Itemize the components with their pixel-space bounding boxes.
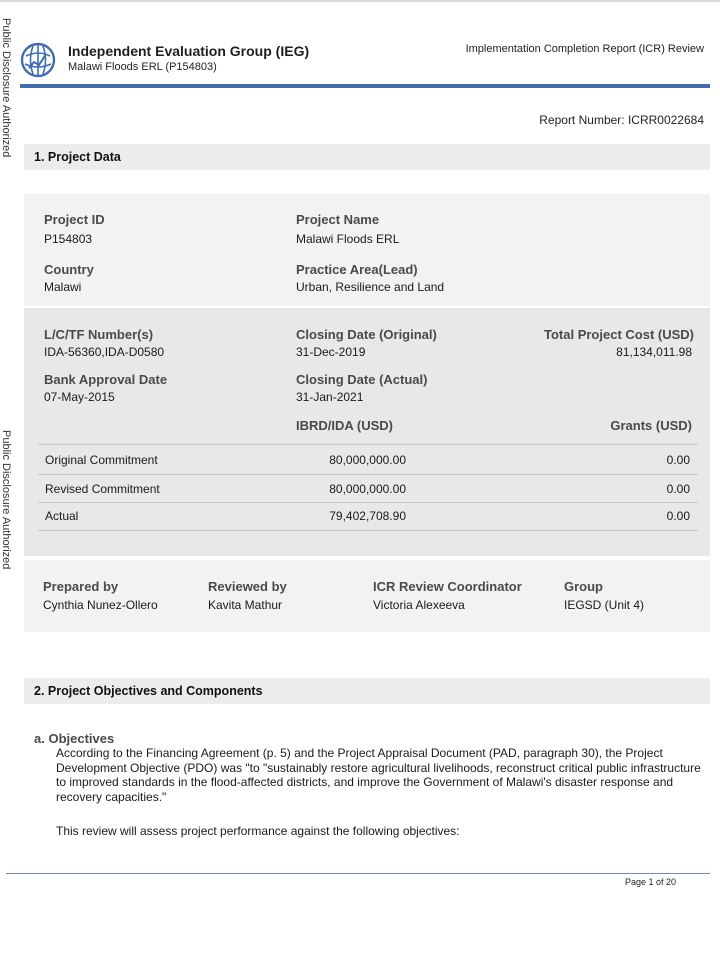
report-number: Report Number: ICRR0022684 [539, 113, 704, 127]
section-1-heading: 1. Project Data [24, 144, 710, 170]
table-row-ibrd: 80,000,000.00 [329, 453, 406, 467]
table-row-ibrd: 79,402,708.90 [329, 509, 406, 523]
ibrd-header: IBRD/IDA (USD) [296, 418, 394, 433]
table-row-label: Actual [45, 509, 79, 523]
closing-original-label: Closing Date (Original) [296, 327, 437, 342]
assessment-text: This review will assess project performance against the following objectives: [56, 824, 460, 838]
table-divider [38, 530, 698, 531]
total-cost-label: Total Project Cost (USD) [544, 327, 694, 342]
reviewed-by-label: Reviewed by [208, 579, 287, 594]
table-divider [38, 444, 698, 445]
group-value: IEGSD (Unit 4) [564, 598, 645, 612]
reviewed-by-value: Kavita Mathur [208, 598, 283, 612]
lctf-value: IDA-56360,IDA-D0580 [44, 345, 165, 359]
table-row-grants: 0.00 [666, 482, 690, 496]
bank-approval-value: 07-May-2015 [44, 390, 115, 404]
review-team-panel [24, 560, 710, 632]
page-number: Page 1 of 20 [624, 877, 676, 887]
closing-original-value: 31-Dec-2019 [296, 345, 366, 359]
country-value: Malawi [44, 280, 82, 294]
closing-actual-value: 31-Jan-2021 [296, 390, 364, 404]
table-row-label: Original Commitment [45, 453, 158, 467]
footer-rule [6, 873, 710, 874]
coordinator-value: Victoria Alexeeva [373, 598, 465, 612]
closing-actual-label: Closing Date (Actual) [296, 372, 428, 387]
world-bank-globe-icon [20, 42, 56, 78]
project-subtitle: Malawi Floods ERL (P154803) [68, 61, 217, 73]
group-label: Group [564, 579, 603, 594]
objectives-label: a. Objectives [34, 731, 115, 746]
project-id-label: Project ID [44, 212, 105, 227]
grants-header: Grants (USD) [610, 418, 692, 433]
practice-area-label: Practice Area(Lead) [296, 262, 418, 277]
table-divider [38, 474, 698, 475]
table-divider [38, 502, 698, 503]
objectives-text: According to the Financing Agreement (p. 5) and the Project Appraisal Document (PAD, paragraph 30), the Project Development Objective (PDO) was "to "sustainably restore agricultural livelihoods, reconstruct critical public infrastructure to improved standards in the flood-affected districts, and improve the Government of Malawi's disaster response and recovery capacities." [56, 746, 701, 804]
bank-approval-label: Bank Approval Date [44, 372, 168, 387]
table-row-grants: 0.00 [666, 453, 690, 467]
coordinator-label: ICR Review Coordinator [373, 579, 522, 594]
document-type: Implementation Completion Report (ICR) Review [465, 43, 704, 55]
table-row-grants: 0.00 [666, 509, 690, 523]
project-name-label: Project Name [296, 212, 380, 227]
prepared-by-value: Cynthia Nunez-Ollero [43, 598, 158, 612]
lctf-label: L/C/TF Number(s) [44, 327, 154, 342]
org-title: Independent Evaluation Group (IEG) [68, 43, 310, 59]
prepared-by-label: Prepared by [43, 579, 119, 594]
project-name-value: Malawi Floods ERL [296, 232, 400, 246]
total-cost-value: 81,134,011.98 [616, 345, 692, 359]
practice-area-value: Urban, Resilience and Land [296, 280, 445, 294]
project-id-value: P154803 [44, 232, 93, 246]
top-border [0, 0, 720, 2]
country-label: Country [44, 262, 94, 277]
table-row-label: Revised Commitment [45, 482, 160, 496]
table-row-ibrd: 80,000,000.00 [329, 482, 406, 496]
header-rule [20, 84, 710, 88]
section-2-heading: 2. Project Objectives and Components [24, 678, 710, 704]
